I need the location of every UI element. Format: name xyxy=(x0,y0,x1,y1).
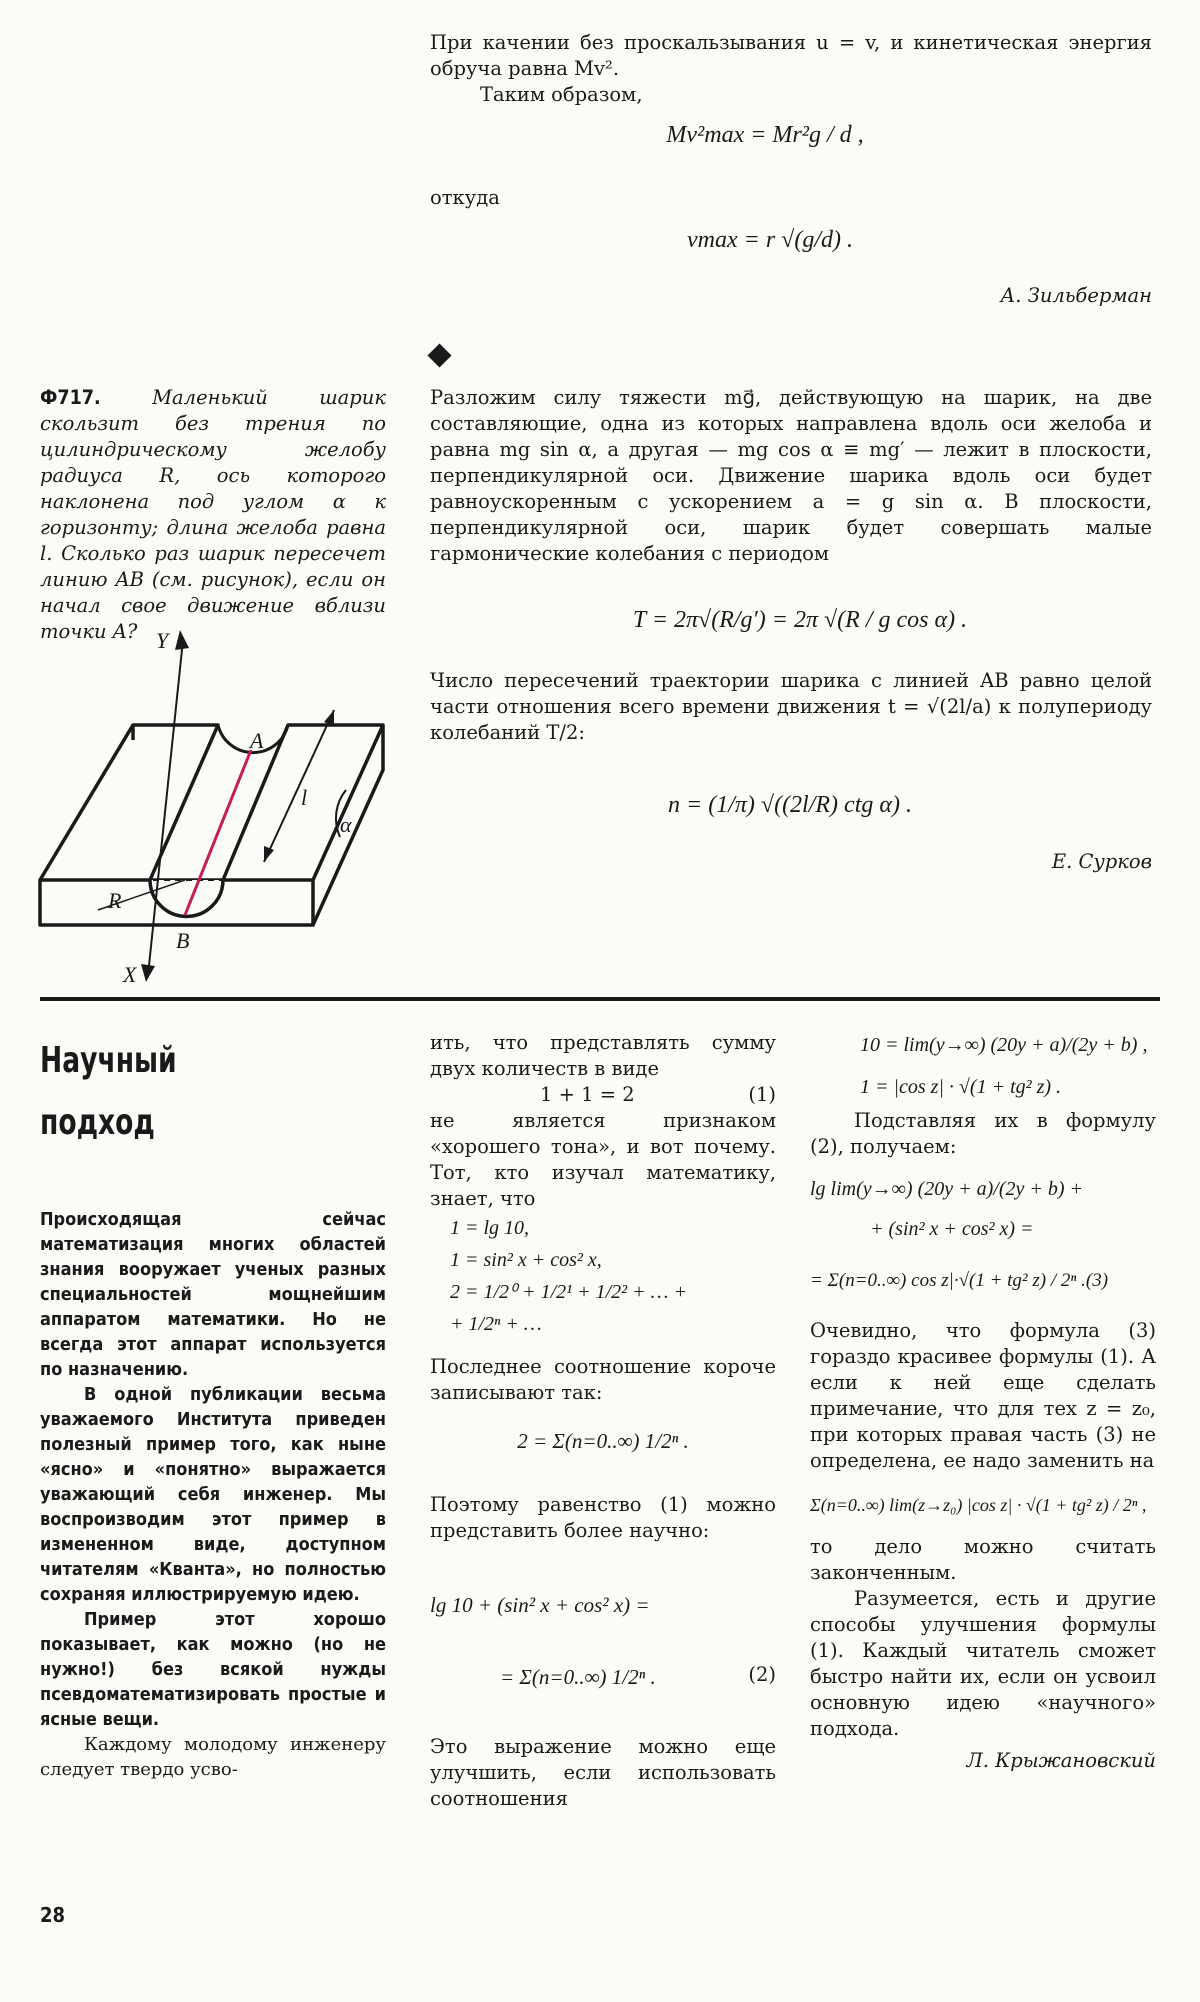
groove-figure xyxy=(38,630,398,990)
col2-eq1-num: (1) xyxy=(748,1083,776,1106)
x-arrow-icon xyxy=(141,964,155,982)
col3-para4: Разумеется, есть и другие способы улучшения формулы (1). Каждый читатель сможет быстро найти их, если он усвоил основную идею «научного» подхода. xyxy=(810,1587,1156,1740)
col3-para2: Очевидно, что формула (3) гораздо красивее формулы (1). А если к ней еще сделать примечание, что для тех z = z₀, при которых правая часть (3) не определена, ее надо заменить на xyxy=(810,1319,1156,1472)
article-title-line2: подход xyxy=(40,1102,155,1143)
solution-para2: Число пересечений траектории шарика с линией AB равно целой части отношения всего времени движения t = √(2l/a) к полупериоду колебаний T/2: xyxy=(430,669,1152,744)
page-number: 28 xyxy=(40,1903,66,1927)
label-b: B xyxy=(176,928,190,953)
signature-surkov: Е. Сурков xyxy=(1051,850,1152,873)
problem-f717 xyxy=(40,385,386,645)
article-title xyxy=(40,1030,177,1154)
col3-para3: то дело можно считать законченным. xyxy=(810,1535,1156,1584)
left-block-top xyxy=(40,725,218,880)
article-title-line1: Научный xyxy=(40,1040,177,1081)
formula-vmax: vmax = r √(g/d) . xyxy=(687,227,853,253)
label-l: l xyxy=(301,785,308,810)
solution-para1: Разложим силу тяжести mg⃗, действующую на шарик, на две составляющие, одна из которых направлена вдоль оси желоба и равна mg sin α, а другая — mg cos α ≡ mg′ — лежит в плоскости, перпендикулярной оси. Движение шарика вдоль оси будет равноускоренным с ускорением a = g sin α. В плоскости, перпендикулярной оси, шарик будет совершать малые гармонические колебания с периодом xyxy=(430,386,1152,565)
col2-para3: Последнее соотношение короче записывают так: xyxy=(430,1355,776,1404)
article-col2 xyxy=(430,1030,776,1812)
col3-formula1: 10 = lim(y→∞) (20y + a)/(2y + b) , xyxy=(860,1034,1148,1056)
label-a: A xyxy=(250,728,264,753)
col2-para5: Это выражение можно еще улучшить, если использовать соотношения xyxy=(430,1735,776,1810)
col2-para2: не является признаком «хорошего тона», и вот почему. Тот, кто изучал математику, знает, что xyxy=(430,1109,776,1210)
y-arrow-icon xyxy=(175,630,189,650)
col3-formula4: + (sin² x + cos² x) = xyxy=(870,1218,1034,1240)
label-alpha: α xyxy=(340,812,352,837)
formula-vmax-energy: Mv²max = Mr²g / d , xyxy=(666,122,864,148)
col2-formula7-num: (2) xyxy=(748,1663,776,1686)
signature-zilberman: А. Зильберман xyxy=(1000,284,1152,307)
label-y: Y xyxy=(156,630,169,653)
col1-para4: Каждому молодому инженеру следует твердо усво- xyxy=(40,1734,386,1780)
col3-formula2: 1 = |cos z| · √(1 + tg² z) . xyxy=(860,1076,1062,1098)
length-l-arrow xyxy=(264,710,334,862)
col2-formula3: 2 = 1/2⁰ + 1/2¹ + 1/2² + … + xyxy=(450,1281,687,1303)
diamond-marker-icon xyxy=(427,343,451,367)
col2-formula6: lg 10 + (sin² x + cos² x) = xyxy=(430,1593,650,1617)
col2-formula1: 1 = lg 10, xyxy=(450,1217,530,1239)
article-col3 xyxy=(810,1030,1156,1774)
label-x: X xyxy=(123,962,137,987)
col2-para1: ить, что представлять сумму двух количеств в виде xyxy=(430,1031,776,1080)
col1-para3: Пример этот хорошо показывает, как можно (но не нужно!) без всякой нужды псевдоматематизировать простые и ясные вещи. xyxy=(40,1609,386,1730)
col2-formula2: 1 = sin² x + cos² x, xyxy=(450,1249,602,1271)
formula-n: n = (1/π) √((2l/R) ctg α) . xyxy=(668,792,912,818)
signature-kryzhanovsky: Л. Крыжановский xyxy=(966,1749,1156,1772)
col2-eq1: 1 + 1 = 2 xyxy=(540,1083,635,1106)
col3-formula3: lg lim(y→∞) (20y + a)/(2y + b) + xyxy=(810,1178,1084,1200)
col2-formula5: 2 = Σ(n=0..∞) 1/2ⁿ . xyxy=(517,1429,689,1453)
thus-text: Таким образом, xyxy=(480,83,643,106)
section-divider xyxy=(40,997,1160,1001)
col2-para4: Поэтому равенство (1) можно представить более научно: xyxy=(430,1493,776,1542)
col1-para2: В одной публикации весьма уважаемого Института приведен полезный пример того, как ныне «ясно» и «понятно» выражается уважающий себя инженер. Мы воспроизводим этот пример в измененном виде, доступном читателям «Кванта», но полностью сохраняя иллюстрируемую идею. xyxy=(40,1384,386,1605)
formula-period: T = 2π√(R/g′) = 2π √(R / g cos α) . xyxy=(632,607,968,633)
problem-label: Ф717. xyxy=(40,386,101,409)
col1-para1: Происходящая сейчас математизация многих областей знания вооружает ученых разных специальностей мощнейшим аппаратом математики. Но не всегда этот аппарат используется по назначению. xyxy=(40,1209,386,1380)
col2-formula4: + 1/2ⁿ + … xyxy=(450,1313,542,1335)
intro-text: При качении без проскальзывания u = v, и кинетическая энергия обруча равна Mv². xyxy=(430,31,1152,80)
problem-text: Маленький шарик скользит без трения по цилиндрическому желобу радиуса R, ось которого наклонена под углом α к горизонту; длина желоба равна l. Сколько раз шарик пересечет линию AB (см. рисунок), если он начал свое движение вблизи точки A? xyxy=(40,386,386,643)
article-col1 xyxy=(40,1207,386,1782)
label-r: R xyxy=(108,888,122,913)
col2-formula7: = Σ(n=0..∞) 1/2ⁿ . xyxy=(500,1665,656,1689)
col3-para1: Подставляя их в формулу (2), получаем: xyxy=(810,1109,1156,1158)
col3-formula6: Σ(n=0..∞) lim(z→z₀) |cos z| · √(1 + tg² z) / 2ⁿ , xyxy=(810,1495,1147,1515)
whence-text: откуда xyxy=(430,186,500,209)
col3-formula5: = Σ(n=0..∞) cos z|·√(1 + tg² z) / 2ⁿ .(3) xyxy=(810,1270,1109,1291)
